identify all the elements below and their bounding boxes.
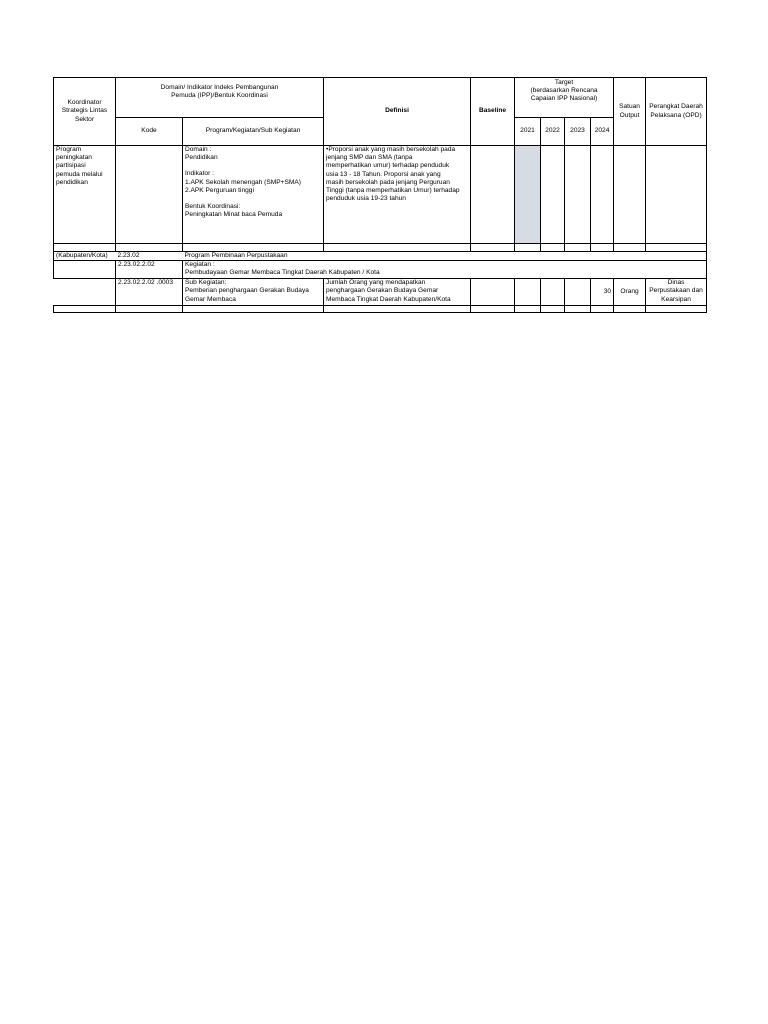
domain-indikator-cell: Domain : Pendidikan Indikator : 1.APK Sekolah menengah (SMP+SMA) 2.APK Perguruan tinggi Bentuk Koordinasi: Peningkatan Minat baca Pemuda [183,146,324,244]
bottom-spacer-row [54,306,707,313]
kegiatan-empty [54,261,116,279]
program-koordinator-cell: Program peningkatan partisipasi pemuda melalui pendidikan [54,146,116,244]
header-koordinator: Koordinator Strategis Lintas Sektor [54,78,116,146]
sub-kegiatan-2023 [565,279,591,306]
document-sheet [53,77,707,313]
target-2022-cell [541,146,565,244]
header-row-1 [54,78,707,118]
header-perangkat-daerah: Perangkat Daerah Pelaksana (OPD) [646,78,707,146]
kegiatan-label: Kegiatan : Pembudayaan Gemar Membaca Tingkat Daerah Kabupaten / Kota [183,261,707,279]
baseline-cell [471,146,515,244]
header-target: Target (berdasarkan Rencana Capaian IPP Nasional) [515,78,614,118]
sub-kegiatan-baseline [471,279,515,306]
program-label: Program Pembinaan Perpustakaan [183,252,707,261]
header-baseline: Baseline [471,78,515,146]
header-definisi: Definisi [324,78,471,146]
sub-kegiatan-opd: Dinas Perpustakaan dan Kearsipan [646,279,707,306]
header-year-2022: 2022 [541,118,565,146]
target-2024-cell [591,146,614,244]
sub-kegiatan-satuan: Orang [614,279,646,306]
program-kode: 2.23.02 [116,252,183,261]
program-kode-cell [116,146,183,244]
sub-kegiatan-empty [54,279,116,306]
program-domain-row [54,146,707,244]
sub-kegiatan-definisi: Jumlah Orang yang mendapatkan penghargaan Gerakan Budaya Gemar Membaca Tingkat Daerah Kabupaten/Kota [324,279,471,306]
header-year-2023: 2023 [565,118,591,146]
satuan-cell [614,146,646,244]
header-satuan-output: Satuan Output [614,78,646,146]
target-2023-cell [565,146,591,244]
header-year-2021: 2021 [515,118,541,146]
spacer-row [54,244,707,252]
header-kode: Kode [116,118,183,146]
opd-cell [646,146,707,244]
header-year-2024: 2024 [591,118,614,146]
sub-kegiatan-row [54,279,707,306]
target-2021-cell [515,146,541,244]
definisi-cell: •Proporsi anak yang masih bersekolah pada jenjang SMP dan SMA (tanpa memperhatikan umur) terhadap penduduk usia 13 - 18 Tahun. Proporsi anak yang masih bersekolah pada jenjang Perguruan Tinggi (tanpa memperhatikan Umur) terhadap penduduk usia 19-23 tahun [324,146,471,244]
header-domain-indikator: Domain/ Indikator Indeks Pembangunan Pemuda (IPP)/Bentuk Koordinasi [116,78,324,118]
sub-kegiatan-2022 [541,279,565,306]
coordination-table [53,77,707,313]
sub-kegiatan-2024: 30 [591,279,614,306]
program-perpustakaan-row [54,252,707,261]
kegiatan-kode: 2.23.02.2.02 [116,261,183,279]
sub-kegiatan-label: Sub Kegiatan: Pemberian penghargaan Gerakan Budaya Gemar Membaca [183,279,324,306]
header-program-kegiatan: Program/Kegiatan/Sub Kegiatan [183,118,324,146]
sub-kegiatan-kode: 2.23.02.2.02 .0003 [116,279,183,306]
sub-kegiatan-2021 [515,279,541,306]
kegiatan-row [54,261,707,279]
kabupaten-kota-cell: (Kabupaten/Kota) [54,252,116,261]
